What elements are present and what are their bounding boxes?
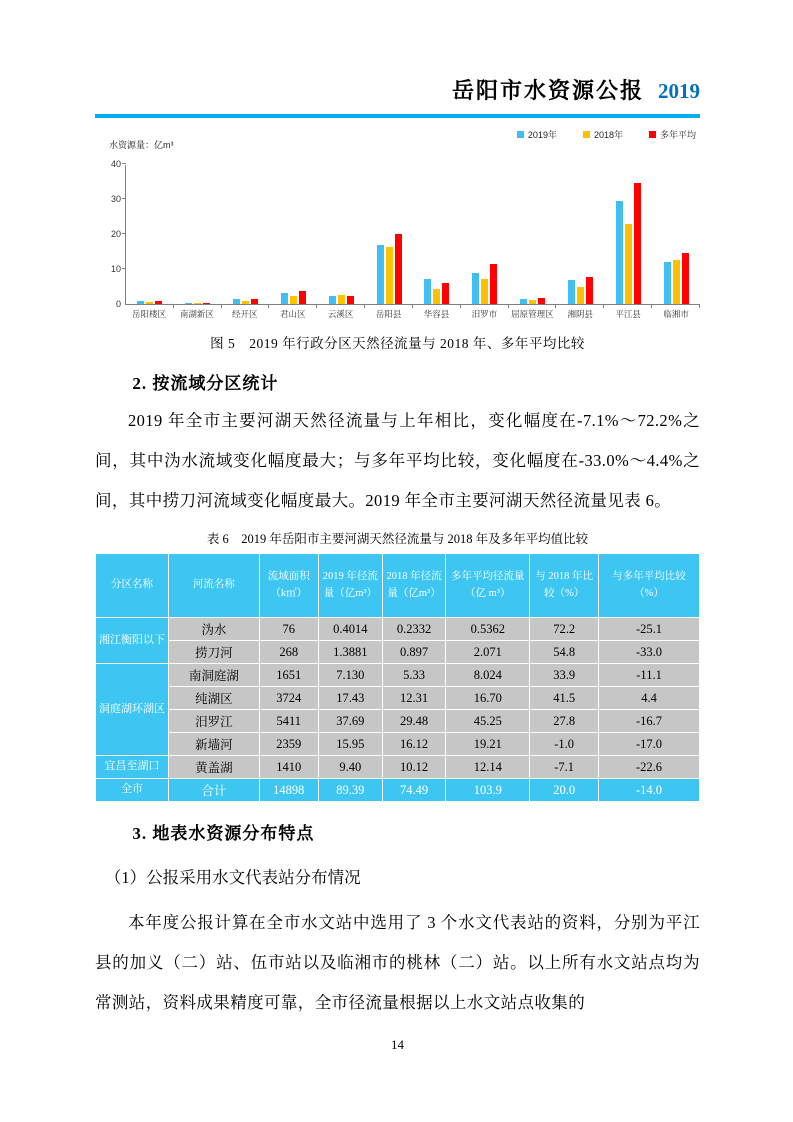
table-cell: 20.0 bbox=[530, 779, 599, 802]
table-row bbox=[96, 779, 700, 802]
table-cell: 0.4014 bbox=[318, 618, 382, 641]
document-year: 2019 bbox=[658, 79, 700, 103]
legend-item bbox=[649, 128, 696, 141]
bar-岳阳县-2019年 bbox=[377, 245, 384, 304]
table-cell: 12.14 bbox=[446, 756, 530, 779]
bar-岳阳楼区-多年平均 bbox=[155, 301, 162, 304]
bar-湘阴县-2019年 bbox=[568, 280, 575, 304]
bar-经开区-2018年 bbox=[242, 301, 249, 305]
table-cell-river: 沩水 bbox=[169, 618, 260, 641]
table-cell: -25.1 bbox=[599, 618, 700, 641]
document-header bbox=[95, 74, 700, 105]
x-axis-label: 岳阳楼区 bbox=[131, 309, 166, 319]
table-column-header: 与多年平均比较（%） bbox=[599, 554, 700, 618]
table-cell-river: 新墙河 bbox=[169, 733, 260, 756]
bar-平江县-2019年 bbox=[616, 201, 623, 304]
table-row bbox=[96, 733, 700, 756]
bar-岳阳县-2018年 bbox=[386, 247, 393, 304]
table-cell: 7.130 bbox=[318, 664, 382, 687]
table-cell: 8.024 bbox=[446, 664, 530, 687]
x-axis-label: 经开区 bbox=[232, 309, 258, 319]
legend-swatch-icon bbox=[649, 131, 656, 138]
table-cell: 72.2 bbox=[530, 618, 599, 641]
bar-君山区-多年平均 bbox=[299, 291, 306, 304]
section-2-paragraph: 2019 年全市主要河湖天然径流量与上年相比，变化幅度在-7.1%～72.2%之间，其中沩水流域变化幅度最大；与多年平均比较，变化幅度在-33.0%～4.4%之间，其中捞刀河流域变化幅度最大。2019 年全市主要河湖天然径流量见表 6。 bbox=[95, 411, 700, 510]
header-divider bbox=[95, 114, 700, 118]
chart-x-axis-labels bbox=[125, 308, 700, 320]
bar-云溪区-2018年 bbox=[338, 295, 345, 304]
table-cell: 19.21 bbox=[446, 733, 530, 756]
table-cell: 2359 bbox=[259, 733, 318, 756]
bar-group bbox=[317, 165, 365, 304]
table-cell-river: 纯湖区 bbox=[169, 687, 260, 710]
legend-swatch-icon bbox=[583, 131, 590, 138]
legend-label: 2018年 bbox=[593, 130, 623, 140]
legend-item bbox=[583, 128, 623, 141]
table-cell: 5.33 bbox=[382, 664, 445, 687]
bar-岳阳楼区-2019年 bbox=[137, 301, 144, 304]
table-cell: 29.48 bbox=[382, 710, 445, 733]
bar-汨罗市-多年平均 bbox=[490, 264, 497, 304]
table-cell: -33.0 bbox=[599, 641, 700, 664]
bar-平江县-2018年 bbox=[625, 224, 632, 304]
table-cell: 3724 bbox=[259, 687, 318, 710]
table-cell: 76 bbox=[259, 618, 318, 641]
table-cell-river: 黄盖湖 bbox=[169, 756, 260, 779]
table-cell-river: 捞刀河 bbox=[169, 641, 260, 664]
table-column-header: 分区名称 bbox=[96, 554, 169, 618]
river-runoff-table bbox=[95, 553, 700, 802]
table-header-row bbox=[96, 554, 700, 618]
bar-group bbox=[604, 165, 652, 304]
bar-南湖新区-2018年 bbox=[194, 303, 201, 304]
bar-汨罗市-2019年 bbox=[472, 273, 479, 304]
y-axis-tick-label: 10 bbox=[110, 264, 121, 274]
y-axis-tick-label: 40 bbox=[110, 159, 121, 169]
table-cell: 5411 bbox=[259, 710, 318, 733]
x-axis-label: 平江县 bbox=[615, 309, 641, 319]
table-cell: 33.9 bbox=[530, 664, 599, 687]
bar-华容县-多年平均 bbox=[442, 283, 449, 304]
y-axis-tick-label: 20 bbox=[110, 229, 121, 239]
x-axis-label: 汨罗市 bbox=[471, 309, 498, 319]
table-column-header: 流域面积（k㎡） bbox=[259, 554, 318, 618]
bar-岳阳楼区-2018年 bbox=[146, 302, 153, 304]
bar-临湘市-2018年 bbox=[673, 260, 680, 304]
table-cell: -7.1 bbox=[530, 756, 599, 779]
table-cell: 15.95 bbox=[318, 733, 382, 756]
table-cell: 1410 bbox=[259, 756, 318, 779]
bar-经开区-多年平均 bbox=[251, 299, 258, 304]
x-axis-label: 屈原管理区 bbox=[511, 309, 554, 319]
table-cell: 17.43 bbox=[318, 687, 382, 710]
chart-bar-groups bbox=[126, 165, 700, 304]
bar-group bbox=[174, 165, 222, 304]
bar-group bbox=[222, 165, 270, 304]
table-column-header: 2019 年径流量（亿m³） bbox=[318, 554, 382, 618]
table-cell: 1.3881 bbox=[318, 641, 382, 664]
bar-云溪区-2019年 bbox=[329, 296, 336, 304]
table-cell: 37.69 bbox=[318, 710, 382, 733]
table-cell: -14.0 bbox=[599, 779, 700, 802]
table-row bbox=[96, 664, 700, 687]
x-axis-label: 南湖新区 bbox=[179, 309, 214, 319]
y-axis-tick bbox=[122, 268, 126, 269]
bar-屈原管理区-2018年 bbox=[529, 300, 536, 304]
bar-君山区-2018年 bbox=[290, 296, 297, 304]
y-axis-tick bbox=[122, 198, 126, 199]
x-axis-label: 湘阴县 bbox=[567, 309, 594, 319]
chart-unit-label: 水资源量：亿m³ bbox=[109, 140, 174, 150]
bar-group bbox=[652, 165, 700, 304]
table-row bbox=[96, 756, 700, 779]
bar-group bbox=[269, 165, 317, 304]
table-cell: 89.39 bbox=[318, 779, 382, 802]
table-cell: 14898 bbox=[259, 779, 318, 802]
x-axis-label: 云溪区 bbox=[327, 309, 354, 319]
y-axis-tick bbox=[122, 163, 126, 164]
document-title: 岳阳市水资源公报 bbox=[451, 78, 644, 103]
table-cell: -11.1 bbox=[599, 664, 700, 687]
x-axis-label: 君山区 bbox=[279, 309, 306, 319]
x-axis-label: 临湘市 bbox=[663, 309, 689, 319]
table-cell: -1.0 bbox=[530, 733, 599, 756]
y-axis-tick bbox=[122, 233, 126, 234]
table-cell: 74.49 bbox=[382, 779, 445, 802]
table-cell: -16.7 bbox=[599, 710, 700, 733]
table-cell: -17.0 bbox=[599, 733, 700, 756]
bar-华容县-2018年 bbox=[433, 289, 440, 304]
table-cell-river: 汨罗江 bbox=[169, 710, 260, 733]
bar-湘阴县-2018年 bbox=[577, 287, 584, 304]
bar-经开区-2019年 bbox=[233, 299, 240, 304]
chart-legend bbox=[517, 128, 696, 141]
table-cell-region: 湘江衡阳以下 bbox=[96, 618, 169, 664]
figure-caption: 图 5 2019 年行政分区天然径流量与 2018 年、多年平均比较 bbox=[210, 336, 585, 351]
bar-君山区-2019年 bbox=[281, 293, 288, 304]
table-column-header: 多年平均径流量（亿 m³） bbox=[446, 554, 530, 618]
bar-汨罗市-2018年 bbox=[481, 279, 488, 304]
legend-item bbox=[517, 128, 557, 141]
section-heading-3: 3. 地表水资源分布特点 bbox=[132, 824, 315, 843]
table-cell: 2.071 bbox=[446, 641, 530, 664]
table-cell: 16.12 bbox=[382, 733, 445, 756]
table-cell: -22.6 bbox=[599, 756, 700, 779]
section-3-subheading: （1）公报采用水文代表站分布情况 bbox=[104, 868, 361, 887]
bar-云溪区-多年平均 bbox=[347, 296, 354, 304]
bar-平江县-多年平均 bbox=[634, 183, 641, 304]
table-cell: 0.2332 bbox=[382, 618, 445, 641]
table-cell-river: 南洞庭湖 bbox=[169, 664, 260, 687]
bar-group bbox=[509, 165, 557, 304]
runoff-bar-chart bbox=[95, 128, 700, 352]
bar-group bbox=[365, 165, 413, 304]
y-axis-tick-label: 0 bbox=[115, 299, 121, 309]
section-heading-2: 2. 按流域分区统计 bbox=[132, 374, 279, 393]
page-number: 14 bbox=[391, 1037, 404, 1052]
table-column-header: 与 2018 年比较（%） bbox=[530, 554, 599, 618]
table-cell: 9.40 bbox=[318, 756, 382, 779]
bar-南湖新区-多年平均 bbox=[203, 303, 210, 304]
table-cell: 103.9 bbox=[446, 779, 530, 802]
table-cell: 0.897 bbox=[382, 641, 445, 664]
table-cell: 45.25 bbox=[446, 710, 530, 733]
legend-label: 2019年 bbox=[527, 130, 557, 140]
legend-swatch-icon bbox=[517, 131, 524, 138]
table-cell: 27.8 bbox=[530, 710, 599, 733]
table-cell-region: 全市 bbox=[96, 779, 169, 802]
x-axis-label: 华容县 bbox=[423, 309, 450, 319]
bar-岳阳县-多年平均 bbox=[395, 234, 402, 304]
chart-plot-area bbox=[110, 159, 700, 309]
table-row bbox=[96, 641, 700, 664]
table-cell: 4.4 bbox=[599, 687, 700, 710]
table-row bbox=[96, 710, 700, 733]
table-column-header: 2018 年径流量（亿m³） bbox=[382, 554, 445, 618]
table-cell: 16.70 bbox=[446, 687, 530, 710]
bar-华容县-2019年 bbox=[424, 279, 431, 304]
x-axis-label: 岳阳县 bbox=[375, 309, 402, 319]
legend-label: 多年平均 bbox=[659, 130, 696, 140]
table-row bbox=[96, 687, 700, 710]
table-cell: 10.12 bbox=[382, 756, 445, 779]
table-cell: 41.5 bbox=[530, 687, 599, 710]
bar-屈原管理区-2019年 bbox=[520, 299, 527, 304]
table-cell-region: 洞庭湖环湖区 bbox=[96, 664, 169, 756]
bar-group bbox=[556, 165, 604, 304]
table-row bbox=[96, 618, 700, 641]
table-cell: 54.8 bbox=[530, 641, 599, 664]
bar-group bbox=[126, 165, 174, 304]
table-cell: 12.31 bbox=[382, 687, 445, 710]
table-cell-river: 合计 bbox=[169, 779, 260, 802]
bar-屈原管理区-多年平均 bbox=[538, 298, 545, 304]
table-cell-region: 宜昌至湖口 bbox=[96, 756, 169, 779]
bar-临湘市-2019年 bbox=[664, 262, 671, 304]
table-column-header: 河流名称 bbox=[169, 554, 260, 618]
chart-top-row bbox=[95, 128, 700, 151]
section-3-paragraph: 本年度公报计算在全市水文站中选用了 3 个水文代表站的资料，分别为平江县的加义（二）站、伍市站以及临湘市的桃林（二）站。以上所有水文站点均为常测站，资料成果精度可靠，全市径流量根据以上水文站点收集的 bbox=[95, 913, 700, 1012]
table-cell: 1651 bbox=[259, 664, 318, 687]
bar-南湖新区-2019年 bbox=[185, 303, 192, 304]
table-cell: 268 bbox=[259, 641, 318, 664]
table-cell: 0.5362 bbox=[446, 618, 530, 641]
bar-湘阴县-多年平均 bbox=[586, 277, 593, 304]
table-caption: 表 6 2019 年岳阳市主要河湖天然径流量与 2018 年及多年平均值比较 bbox=[206, 532, 589, 546]
bar-临湘市-多年平均 bbox=[682, 253, 689, 304]
bar-group bbox=[461, 165, 509, 304]
bar-group bbox=[413, 165, 461, 304]
y-axis-tick-label: 30 bbox=[110, 194, 121, 204]
